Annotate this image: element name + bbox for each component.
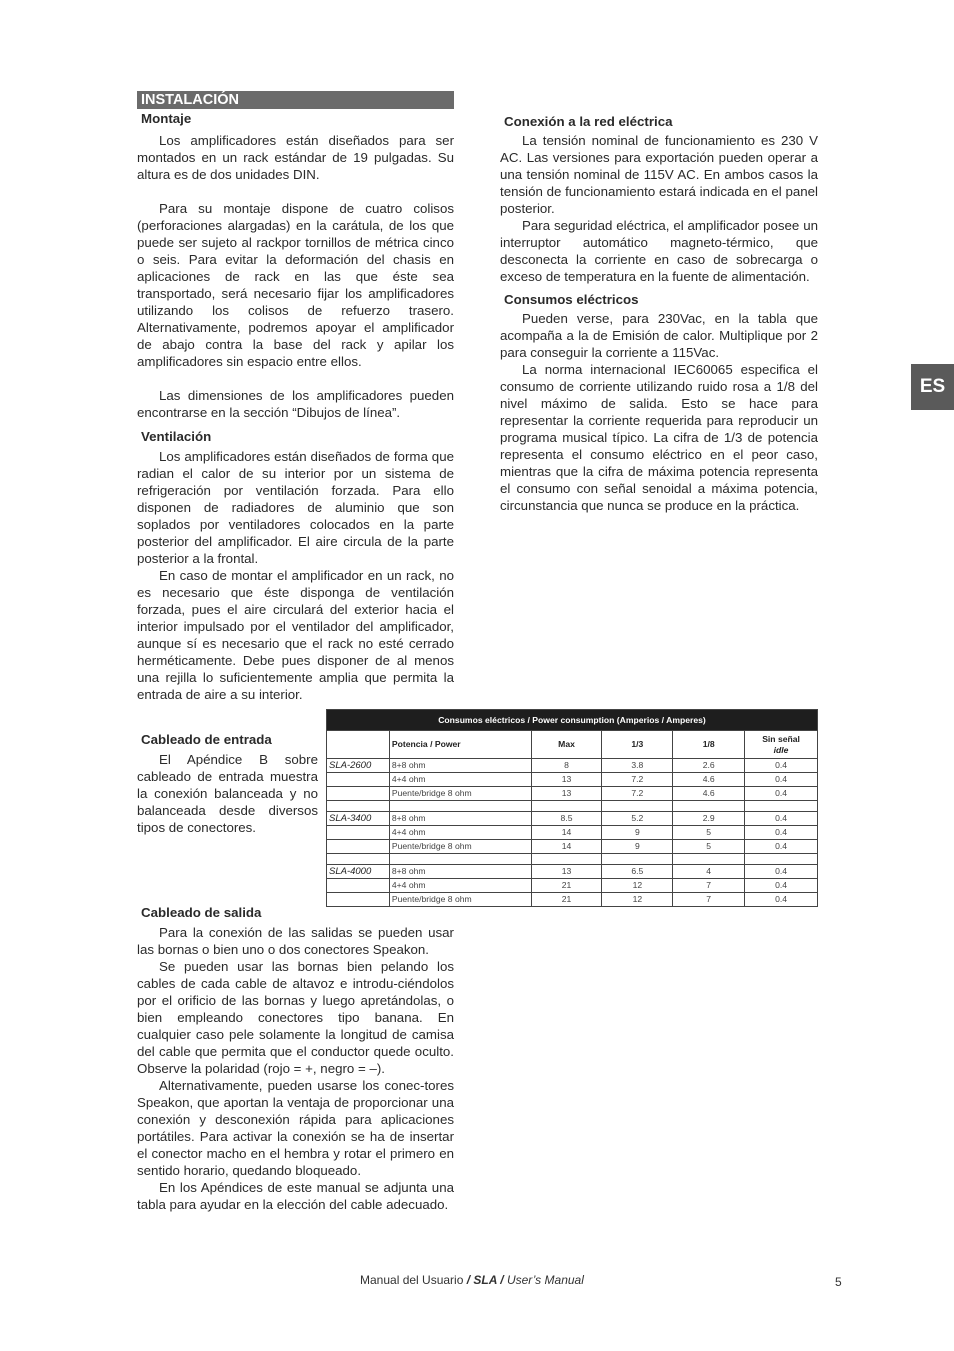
- value-cell: 0.4: [745, 865, 818, 879]
- table-row: [327, 879, 818, 893]
- table-cell: [531, 801, 602, 812]
- paragraph: En los Apéndices de este manual se adjunta una tabla para ayudar en la elección del cable adecuado.: [137, 1180, 454, 1212]
- table-cell: [327, 787, 390, 801]
- table-cell: [389, 801, 531, 812]
- table-cell: [673, 854, 745, 865]
- value-cell: 0.4: [745, 787, 818, 801]
- table-cell: [602, 801, 673, 812]
- value-cell: 13: [531, 787, 602, 801]
- value-cell: 0.4: [745, 879, 818, 893]
- value-cell: 7.2: [602, 787, 673, 801]
- header-max: Max: [531, 731, 602, 759]
- table-row: [327, 826, 818, 840]
- table-row: [327, 759, 818, 773]
- value-cell: 9: [602, 840, 673, 854]
- value-cell: 14: [531, 840, 602, 854]
- paragraph: Los amplificadores están diseñados para ser montados en un rack estándar de 19 pulgadas. Su altura es de dos unidades DIN.: [137, 133, 454, 182]
- value-cell: 0.4: [745, 840, 818, 854]
- value-cell: 2.9: [673, 812, 745, 826]
- table-header-row: [327, 731, 818, 759]
- load-cell: Puente/bridge 8 ohm: [389, 893, 531, 907]
- table-cell: [327, 854, 390, 865]
- value-cell: 8: [531, 759, 602, 773]
- header-idle-en: idle: [773, 744, 789, 755]
- value-cell: 7.2: [602, 773, 673, 787]
- paragraph: En caso de montar el amplificador en un rack, no es necesario que éste disponga de ventilación forzada, pues el aire circulará del exterior hacia el interior impulsado por el ventilador del amplificador, aunque sí es necesario que el rack no esté cerrado herméticamente. Debe pues disponer de al menos una rejilla lo suficientemente amplia que permita la entrada de aire a su interior.: [137, 568, 454, 702]
- load-cell: 4+4 ohm: [389, 773, 531, 787]
- model-cell: SLA-2600: [327, 759, 390, 773]
- value-cell: 3.8: [602, 759, 673, 773]
- table-row: [327, 773, 818, 787]
- table-spacer-row: [327, 854, 818, 865]
- value-cell: 12: [602, 879, 673, 893]
- heading-conexion-red: Conexión a la red eléctrica: [504, 114, 673, 129]
- table-cell: [327, 893, 390, 907]
- table-cell: [389, 854, 531, 865]
- load-cell: 8+8 ohm: [389, 812, 531, 826]
- value-cell: 5: [673, 826, 745, 840]
- section-title: INSTALACIÓN: [137, 91, 454, 109]
- cableado-entrada: [137, 731, 318, 836]
- footer: [360, 1273, 584, 1287]
- paragraph: Se pueden usar las bornas bien pelando los cables de cada cable de altavoz e introdu-ciéndolos por el orificio de las bornas y luego apretándolas, o bien empleando conectores tipo banana. En cualquier caso pele solamente la longitud de camisa del cable que permita que el conductor quede oculto. Observe la polaridad (rojo = +, negro = –).: [137, 959, 454, 1076]
- table-cell: [327, 773, 390, 787]
- value-cell: 7: [673, 893, 745, 907]
- page-number: 5: [835, 1275, 842, 1289]
- value-cell: 0.4: [745, 759, 818, 773]
- header-one-third: 1/3: [602, 731, 673, 759]
- paragraph: El Apéndice B sobre cableado de entrada muestra la conexión balanceada y no balanceada desde diversos tipos de conectores.: [137, 752, 318, 835]
- value-cell: 4.6: [673, 787, 745, 801]
- heading-cableado-entrada: Cableado de entrada: [141, 732, 272, 747]
- table-spacer-row: [327, 801, 818, 812]
- value-cell: 0.4: [745, 893, 818, 907]
- table-row: [327, 812, 818, 826]
- table-cell: [745, 854, 818, 865]
- heading-montaje: Montaje: [141, 111, 192, 126]
- header-one-eighth: 1/8: [673, 731, 745, 759]
- paragraph: Para seguridad eléctrica, el amplificador posee un interruptor automático magneto-térmico, que desconecta la corriente en caso de sobrecarga o exceso de temperatura en la fuente de alimentación.: [500, 218, 818, 284]
- paragraph: Alternativamente, pueden usarse los conec-tores Speakon, que aportan la ventaja de proporcionar una conexión y desconexión rápida para aplicaciones portátiles. Para activar la conexión se ha de insertar el conector macho en el hembra y rotar el primero en sentido horario, quedando bloqueado.: [137, 1078, 454, 1178]
- paragraph: Para su montaje dispone de cuatro colisos (perforaciones alargadas) en la carátula, de los que puede ser sujeto al rackpor tornillos de métrica cinco o seis. Para evitar la deformación del chasis en aplicaciones de rack en las que éste sea transportado, será necesario fijar los amplificadores utilizando los colisos de refuerzo trasero. Alternativamente, podremos apoyar el amplificador de abajo contra la base del rack y apilar los amplificadores sin espacio entre ellos.: [137, 201, 454, 369]
- value-cell: 7: [673, 879, 745, 893]
- load-cell: Puente/bridge 8 ohm: [389, 787, 531, 801]
- header-idle: [745, 731, 818, 759]
- table-cell: [327, 840, 390, 854]
- paragraph: Las dimensiones de los amplificadores pueden encontrarse en la sección “Dibujos de línea”.: [137, 388, 454, 420]
- table-cell: [602, 854, 673, 865]
- table-cell: [673, 801, 745, 812]
- table-row: [327, 787, 818, 801]
- value-cell: 0.4: [745, 812, 818, 826]
- value-cell: 9: [602, 826, 673, 840]
- table-body: [327, 759, 818, 907]
- table-cell: [327, 801, 390, 812]
- value-cell: 0.4: [745, 826, 818, 840]
- value-cell: 4: [673, 865, 745, 879]
- value-cell: 0.4: [745, 773, 818, 787]
- paragraph: Para la conexión de las salidas se pueden usar las bornas o bien uno o dos conectores Speakon.: [137, 925, 454, 957]
- table-cell: [531, 854, 602, 865]
- table-cell: [745, 801, 818, 812]
- paragraph: La tensión nominal de funcionamiento es 230 V AC. Las versiones para exportación pueden operar a una tensión nominal de 115V AC. En ambos casos la tensión de funcionamiento estará indicada en el panel posterior.: [500, 133, 818, 216]
- load-cell: 8+8 ohm: [389, 759, 531, 773]
- language-tab: ES: [911, 364, 954, 410]
- value-cell: 6.5: [602, 865, 673, 879]
- table-caption: Consumos eléctricos / Power consumption (Amperios / Amperes): [327, 710, 818, 731]
- value-cell: 5.2: [602, 812, 673, 826]
- heading-cableado-salida: Cableado de salida: [141, 905, 262, 920]
- table-cell: [327, 879, 390, 893]
- load-cell: Puente/bridge 8 ohm: [389, 840, 531, 854]
- model-cell: SLA-4000: [327, 865, 390, 879]
- value-cell: 12: [602, 893, 673, 907]
- heading-consumos: Consumos eléctricos: [504, 292, 639, 307]
- power-consumption-table: [326, 709, 818, 907]
- value-cell: 21: [531, 879, 602, 893]
- value-cell: 21: [531, 893, 602, 907]
- load-cell: 8+8 ohm: [389, 865, 531, 879]
- footer-en: User’s Manual: [506, 1273, 584, 1287]
- value-cell: 5: [673, 840, 745, 854]
- table-cell: [327, 826, 390, 840]
- right-column: [500, 113, 818, 514]
- paragraph: La norma internacional IEC60065 especifica el consumo de corriente utilizando ruido rosa a 1/8 del nivel máximo de salida. Esto se hace para representar la corriente requerida para reproducir un programa musical típico. La cifra de 1/3 de potencia representa el consumo eléctrico en el peor caso, mientras que la cifra de máxima potencia representa el consumo con señal senoidal a máxima potencia, circunstancia que nunca se produce en la práctica.: [500, 362, 818, 513]
- value-cell: 2.6: [673, 759, 745, 773]
- model-cell: SLA-3400: [327, 812, 390, 826]
- table-row: [327, 840, 818, 854]
- footer-product: / SLA /: [463, 1273, 507, 1287]
- table-row: [327, 893, 818, 907]
- header-power: Potencia / Power: [389, 731, 531, 759]
- value-cell: 13: [531, 865, 602, 879]
- table-row: [327, 865, 818, 879]
- value-cell: 4.6: [673, 773, 745, 787]
- value-cell: 13: [531, 773, 602, 787]
- cableado-salida: [137, 904, 454, 1213]
- header-idle-es: Sin señal: [762, 733, 800, 744]
- paragraph: Pueden verse, para 230Vac, en la tabla que acompaña a la de Emisión de calor. Multiplique por 2 para conseguir la corriente a 115Vac.: [500, 311, 818, 360]
- paragraph: Los amplificadores están diseñados de forma que radian el calor de su interior por un sistema de refrigeración por ventilación forzada. Para ello disponen de radiadores de aluminio que son soplados por ventiladores colocados en la parte posterior del amplificador. El aire circula de la parte posterior a la frontal.: [137, 449, 454, 566]
- load-cell: 4+4 ohm: [389, 879, 531, 893]
- load-cell: 4+4 ohm: [389, 826, 531, 840]
- heading-ventilacion: Ventilación: [141, 429, 212, 444]
- value-cell: 8.5: [531, 812, 602, 826]
- value-cell: 14: [531, 826, 602, 840]
- footer-es: Manual del Usuario: [360, 1273, 464, 1287]
- left-column-top: [137, 110, 454, 703]
